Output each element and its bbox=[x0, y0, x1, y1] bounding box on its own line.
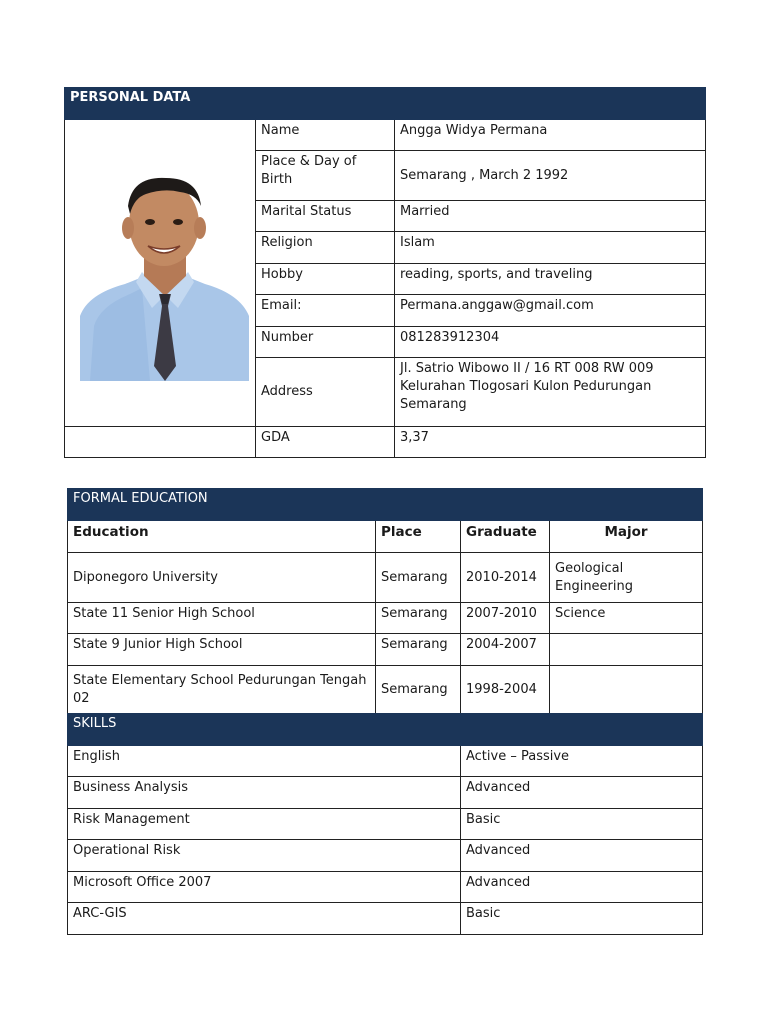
personal-data-header: PERSONAL DATA bbox=[65, 88, 706, 120]
label-address: Address bbox=[256, 358, 395, 427]
table-row bbox=[68, 553, 703, 603]
table-row bbox=[68, 634, 703, 666]
table-row bbox=[68, 777, 703, 809]
education-major: Science bbox=[550, 603, 703, 634]
formal-education-header: FORMAL EDUCATION bbox=[68, 489, 703, 521]
value-gda: 3,37 bbox=[395, 427, 706, 458]
education-graduate: 2007-2010 bbox=[461, 603, 550, 634]
column-place: Place bbox=[376, 521, 461, 553]
value-name: Angga Widya Permana bbox=[395, 120, 706, 151]
education-name: State Elementary School Pedurungan Tengah 02 bbox=[68, 666, 376, 715]
value-religion: Islam bbox=[395, 232, 706, 264]
label-number: Number bbox=[256, 327, 395, 358]
label-religion: Religion bbox=[256, 232, 395, 264]
education-major bbox=[550, 634, 703, 666]
label-birth: Place & Day of Birth bbox=[256, 151, 395, 201]
label-gda: GDA bbox=[256, 427, 395, 458]
column-major: Major bbox=[550, 521, 703, 553]
table-row bbox=[68, 603, 703, 634]
value-number: 081283912304 bbox=[395, 327, 706, 358]
value-email: Permana.anggaw@gmail.com bbox=[395, 295, 706, 327]
value-marital-status: Married bbox=[395, 201, 706, 232]
column-graduate: Graduate bbox=[461, 521, 550, 553]
education-graduate: 2010-2014 bbox=[461, 553, 550, 603]
table-row bbox=[68, 666, 703, 715]
skill-name: Risk Management bbox=[68, 809, 461, 840]
label-marital-status: Marital Status bbox=[256, 201, 395, 232]
education-place: Semarang bbox=[376, 603, 461, 634]
table-row bbox=[68, 746, 703, 777]
education-name: State 9 Junior High School bbox=[68, 634, 376, 666]
table-row bbox=[68, 840, 703, 872]
skill-name: English bbox=[68, 746, 461, 777]
value-birth: Semarang , March 2 1992 bbox=[395, 151, 706, 201]
education-place: Semarang bbox=[376, 666, 461, 715]
education-major bbox=[550, 666, 703, 715]
empty-cell bbox=[65, 427, 256, 458]
education-name: Diponegoro University bbox=[68, 553, 376, 603]
table-row bbox=[68, 903, 703, 935]
table-row bbox=[68, 872, 703, 903]
skills-header: SKILLS bbox=[68, 714, 703, 746]
table-row bbox=[68, 809, 703, 840]
label-email: Email: bbox=[256, 295, 395, 327]
skill-name: Microsoft Office 2007 bbox=[68, 872, 461, 903]
column-education: Education bbox=[68, 521, 376, 553]
skill-name: Operational Risk bbox=[68, 840, 461, 872]
skill-level: Advanced bbox=[461, 777, 703, 809]
profile-photo bbox=[80, 166, 249, 381]
skills-table bbox=[67, 713, 703, 935]
education-place: Semarang bbox=[376, 553, 461, 603]
skill-level: Advanced bbox=[461, 840, 703, 872]
label-hobby: Hobby bbox=[256, 264, 395, 295]
formal-education-table bbox=[67, 488, 703, 715]
education-graduate: 2004-2007 bbox=[461, 634, 550, 666]
skill-level: Active – Passive bbox=[461, 746, 703, 777]
value-address: Jl. Satrio Wibowo II / 16 RT 008 RW 009 Kelurahan Tlogosari Kulon Pedurungan Semarang bbox=[395, 358, 706, 427]
value-hobby: reading, sports, and traveling bbox=[395, 264, 706, 295]
skill-name: Business Analysis bbox=[68, 777, 461, 809]
photo-cell bbox=[65, 120, 256, 427]
skill-name: ARC-GIS bbox=[68, 903, 461, 935]
education-name: State 11 Senior High School bbox=[68, 603, 376, 634]
education-major: Geological Engineering bbox=[550, 553, 703, 603]
personal-data-table bbox=[64, 87, 706, 458]
label-name: Name bbox=[256, 120, 395, 151]
education-place: Semarang bbox=[376, 634, 461, 666]
skill-level: Basic bbox=[461, 809, 703, 840]
skill-level: Basic bbox=[461, 903, 703, 935]
skill-level: Advanced bbox=[461, 872, 703, 903]
education-graduate: 1998-2004 bbox=[461, 666, 550, 715]
